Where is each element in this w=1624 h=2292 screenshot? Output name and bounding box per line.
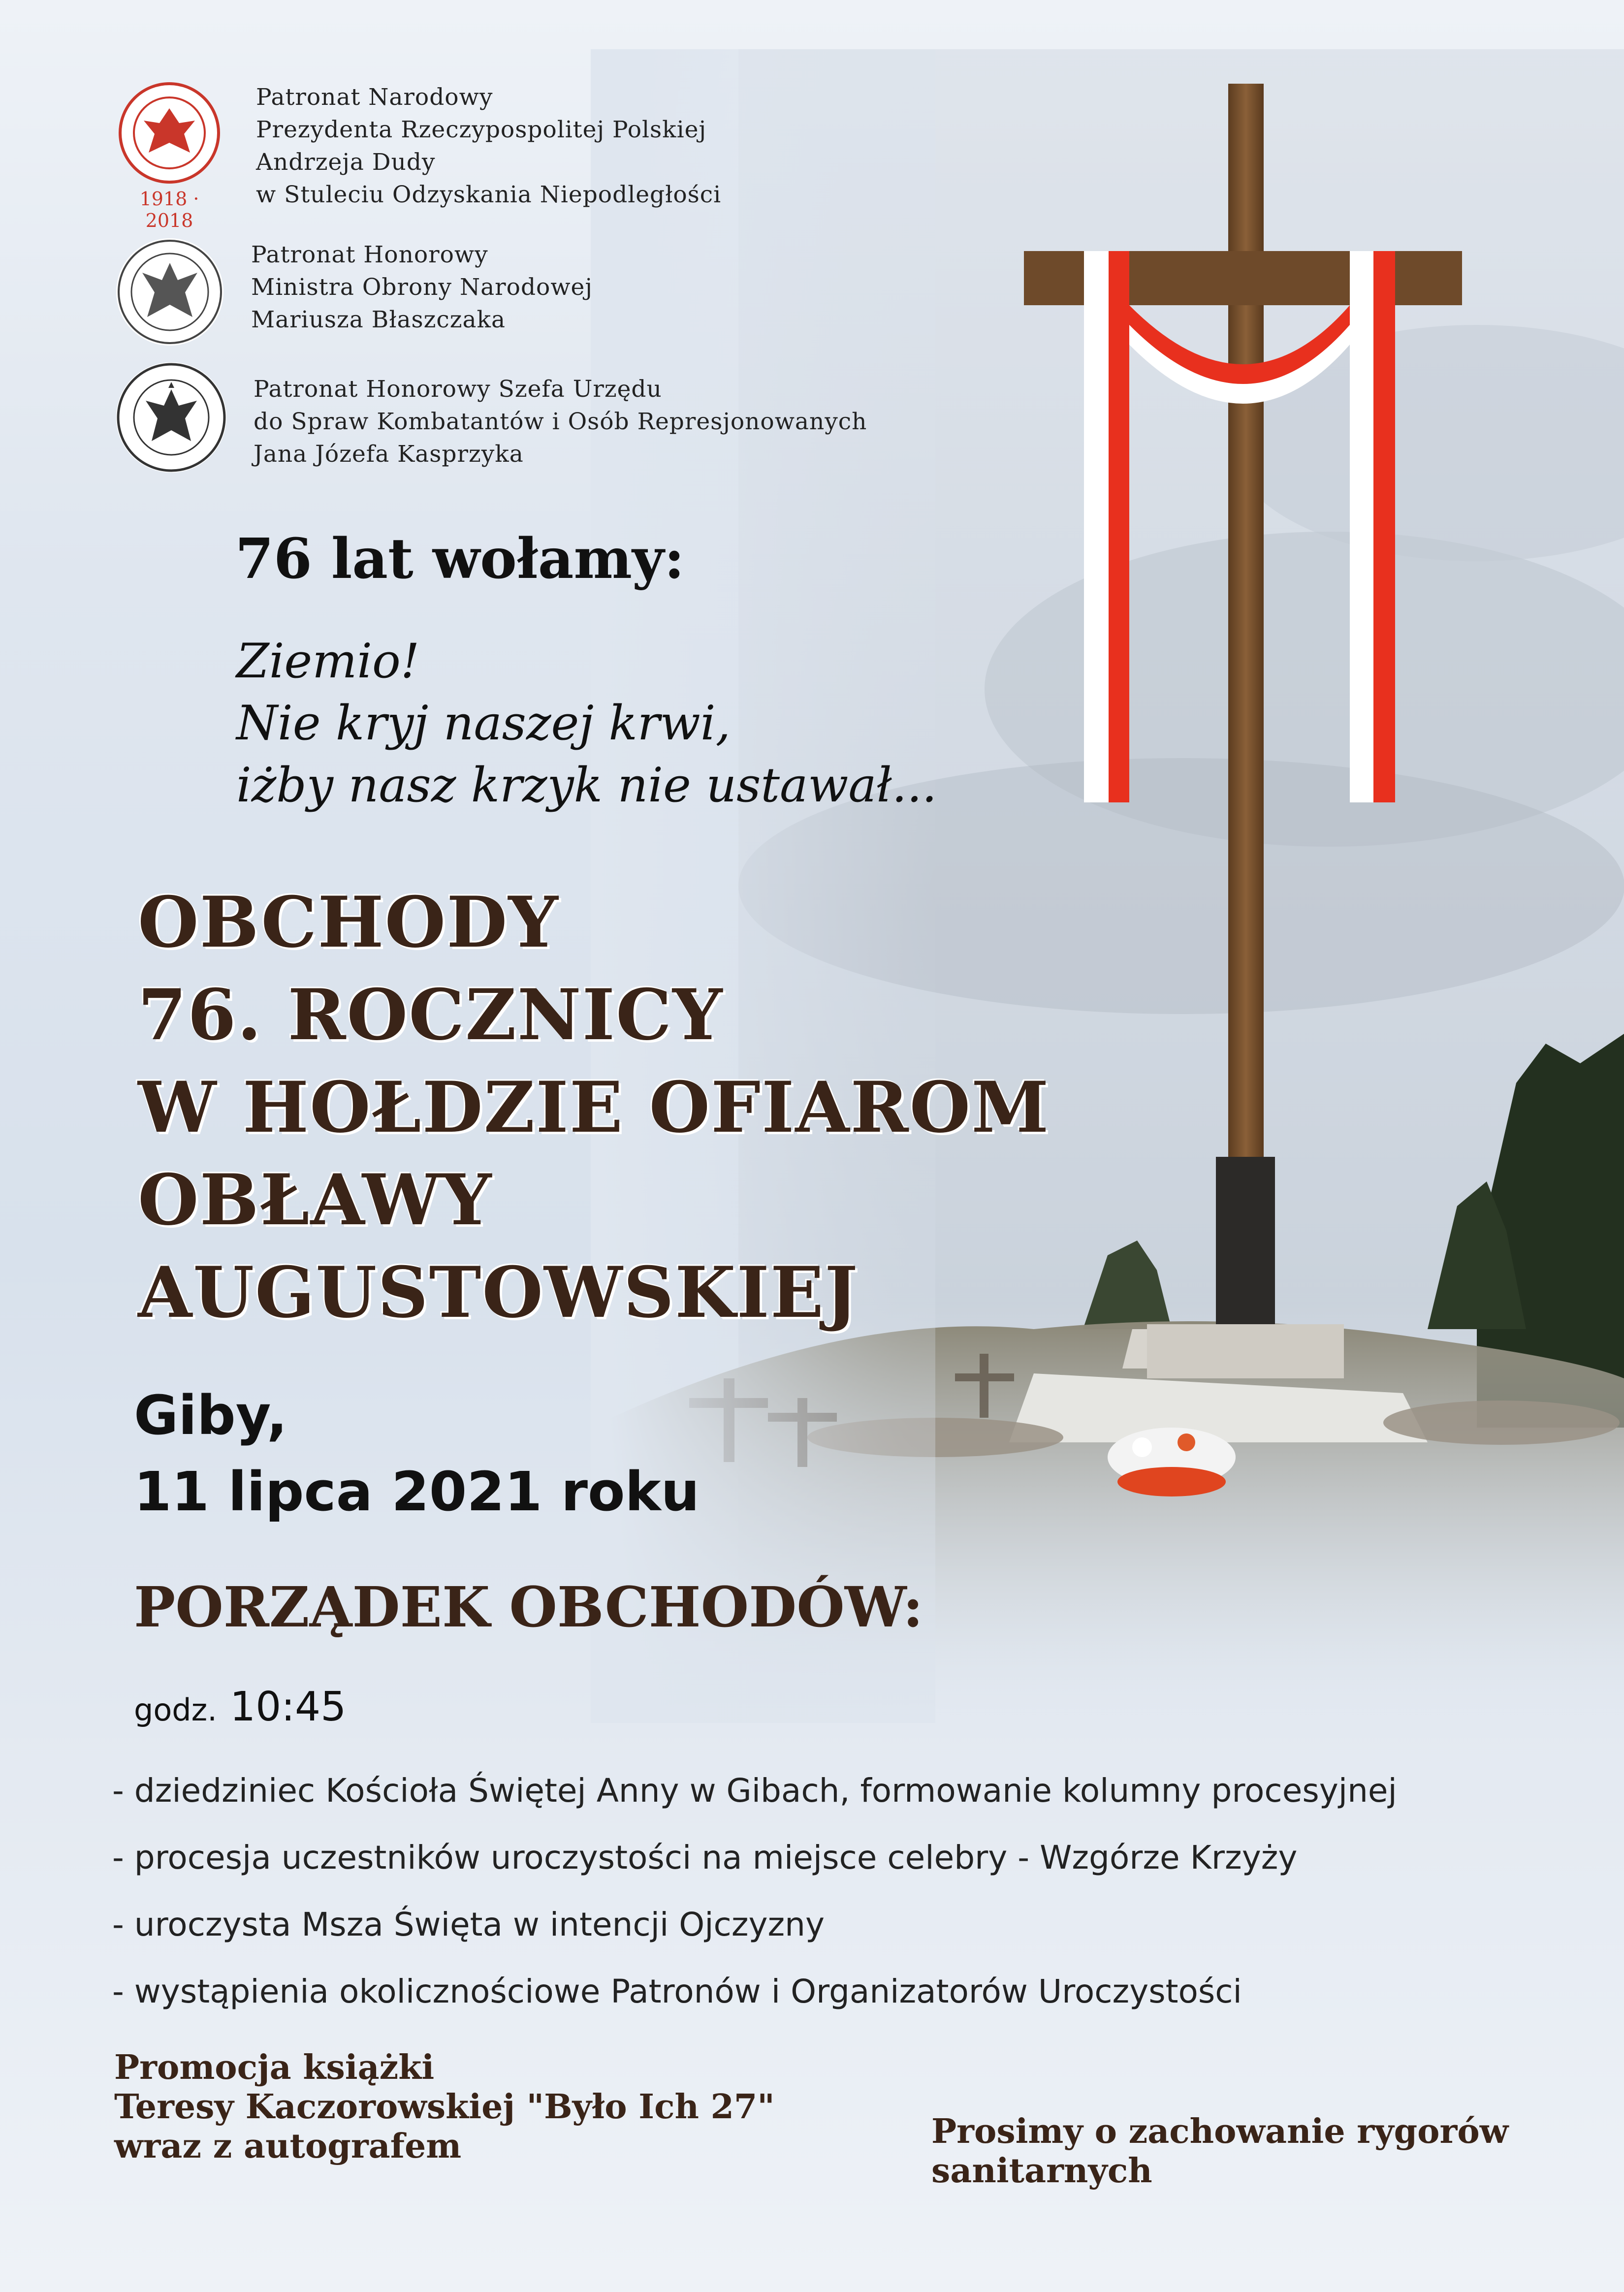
time-label: godz. — [134, 1692, 217, 1728]
list-item: - uroczysta Msza Święta w intencji Ojczyzny — [112, 1906, 825, 1943]
list-item: - procesja uczestników uroczystości na miejsce celebry - Wzgórze Krzyży — [112, 1839, 1298, 1877]
flower-wreath — [1108, 1428, 1236, 1496]
time-value: 10:45 — [229, 1684, 347, 1730]
list-item: - dziedziniec Kościoła Świętej Anny w Gibach, formowanie kolumny procesyjnej — [112, 1772, 1397, 1810]
title-line: 76. ROCZNICY — [138, 974, 724, 1056]
patronage-defence-text: Patronat Honorowy Ministra Obrony Narodowej Mariusza Błaszczaka — [251, 241, 593, 333]
patronage-national-text: Patronat Narodowy Prezydenta Rzeczypospolitej Polskiej Andrzeja Dudy w Stuleciu Odzyskania Niepodległości — [256, 84, 722, 208]
event-place: Giby, — [134, 1384, 287, 1447]
event-title — [138, 876, 1050, 1339]
centenary-eagle-seal-icon — [116, 79, 223, 231]
heading-76-lat: 76 lat wołamy: — [235, 527, 685, 591]
veterans-office-eagle-seal-icon — [116, 362, 226, 473]
title-line: OBCHODY — [138, 882, 559, 963]
quote: Ziemio! Nie kryj naszej krwi, iżby nasz krzyk nie ustawał... — [236, 634, 937, 813]
program-list — [112, 1757, 1397, 2025]
program-time — [134, 1684, 346, 1730]
seal-years: 1918 · 2018 — [139, 188, 199, 231]
title-line: OBŁAWY — [138, 1159, 493, 1241]
sanitary-notice: Prosimy o zachowanie rygorów sanitarnych — [931, 2112, 1509, 2191]
program-heading: PORZĄDEK OBCHODÓW: — [134, 1575, 923, 1640]
book-promotion: Promocja książki Teresy Kaczorowskiej "Było Ich 27" wraz z autografem — [114, 2048, 775, 2166]
ministry-defence-eagle-seal-icon — [116, 238, 223, 346]
title-line: AUGUSTOWSKIEJ — [138, 1252, 859, 1334]
event-date: 11 lipca 2021 roku — [134, 1460, 700, 1523]
title-line: W HOŁDZIE OFIAROM — [138, 1067, 1050, 1148]
patronage-veterans-text: Patronat Honorowy Szefa Urzędu do Spraw Kombatantów i Osób Represjonowanych Jana Józefa Kasprzyka — [254, 376, 867, 468]
list-item: - wystąpienia okolicznościowe Patronów i Organizatorów Uroczystości — [112, 1973, 1242, 2010]
